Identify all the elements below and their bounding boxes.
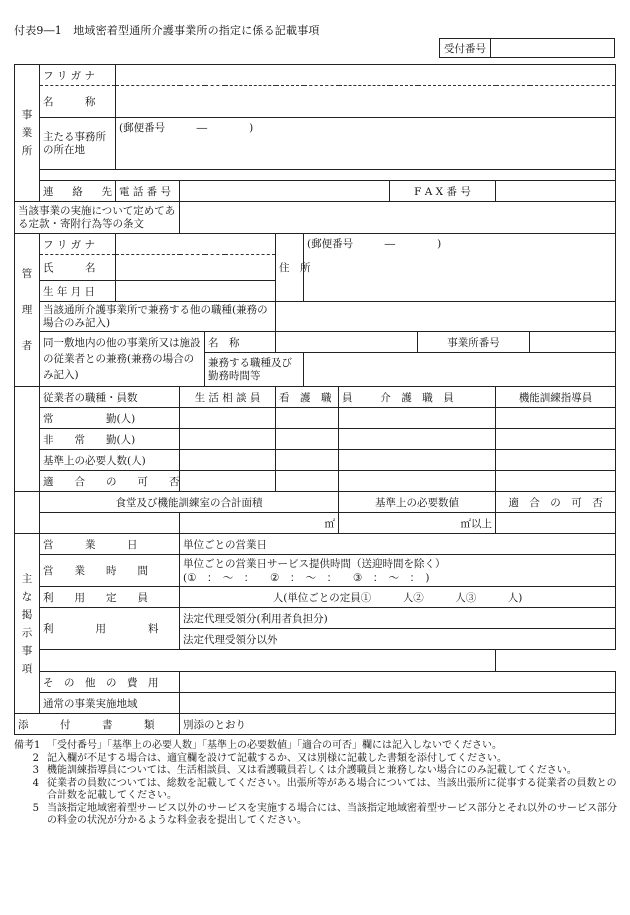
- office-tel-label: 電 話 番 号: [116, 181, 180, 202]
- staff-row-parttime: 非 常 勤(人): [40, 429, 180, 450]
- staff-cell[interactable]: [339, 429, 496, 450]
- attach-field[interactable]: 別添のとおり: [180, 714, 616, 735]
- manager-other-job-label: 兼務する職種及び勤務時間等: [205, 353, 304, 387]
- office-furigana-field[interactable]: [116, 65, 616, 86]
- note-item: 3 機能訓練指導員については、生活相談員、又は看護職員若しくは介護職員と兼務しない場合にのみ記載してください。: [32, 765, 577, 776]
- office-name-field[interactable]: [116, 86, 616, 118]
- business-days-label: 営 業 日: [40, 534, 180, 555]
- manager-dob-label: 生 年 月 日: [40, 281, 116, 302]
- staff-cell[interactable]: [276, 408, 339, 429]
- application-form: [14, 64, 616, 735]
- staff-row-required: 基準上の必要人数(人): [40, 450, 180, 471]
- staff-cell[interactable]: [276, 429, 339, 450]
- office-fax-field[interactable]: [496, 181, 616, 202]
- area-compliance-field[interactable]: [496, 513, 616, 534]
- area-blank-left: [40, 513, 180, 534]
- manager-address-label: 住 所: [276, 234, 304, 302]
- office-section-label: 事 業 所: [15, 65, 40, 202]
- business-hours-field[interactable]: [180, 555, 616, 587]
- business-days-field[interactable]: 単位ごとの営業日: [180, 534, 616, 555]
- form-title: 付表9―1 地域密着型通所介護事業所の指定に係る記載事項: [14, 24, 320, 37]
- business-hours-label: 営 業 時 間: [40, 555, 180, 587]
- area-compliance-label: 適 合 の 可 否: [496, 492, 616, 513]
- staff-role-caregiver: 介 護 職 員: [339, 387, 496, 408]
- manager-section-label: 管 理 者: [15, 234, 40, 387]
- manager-name-label: 氏 名: [40, 255, 116, 281]
- staff-row-fulltime: 常 勤(人): [40, 408, 180, 429]
- staff-cell[interactable]: [496, 450, 616, 471]
- area-standard-unit: ㎡以上: [460, 517, 492, 530]
- staff-cell[interactable]: [339, 408, 496, 429]
- capacity-field[interactable]: 人(単位ごとの定員① 人② 人③ 人): [180, 587, 616, 608]
- articles-label: 当該事業の実施について定めてある定款・寄附行為等の条文: [15, 202, 180, 234]
- note-item: 4 従業者の員数については、総数を記載してください。出張所等がある場合については、当該出張所に従事する従業者の員数との合計数を記載してください。: [32, 777, 617, 801]
- manager-name-field[interactable]: [116, 255, 276, 281]
- staff-role-nurse: 看 護 職 員: [276, 387, 339, 408]
- receipt-number-field[interactable]: [491, 39, 615, 58]
- office-furigana-label: フ リ ガ ナ: [40, 65, 116, 86]
- office-address-extra[interactable]: [40, 170, 616, 181]
- manager-office-no-label: 事業所番号: [418, 332, 530, 353]
- staff-cell[interactable]: [180, 408, 276, 429]
- business-hours-text: 単位ごとの営業日サービス提供時間（送迎時間を除く）: [183, 557, 446, 570]
- manager-other-name-label: 名 称: [205, 332, 276, 353]
- receipt-label: 受付番号: [440, 39, 491, 58]
- staff-cell[interactable]: [339, 450, 496, 471]
- note-item: 5 当該指定地域密着型サービス以外のサービスを実施する場合には、当該指定地域密着型サービス部分とそれ以外のサービス部分の料金の状況が分かるような料金表を提出してください。: [32, 802, 617, 826]
- note-item: 2 記入欄が不足する場合は、適宜欄を設けて記載するか、又は別様に記載した書類を添付してください。: [32, 752, 507, 764]
- service-area-field[interactable]: [180, 693, 616, 714]
- area-standard-label: 基準上の必要数値: [339, 492, 496, 513]
- office-tel-field[interactable]: [180, 181, 390, 202]
- other-fees-label: そ の 他 の 費 用: [40, 672, 180, 693]
- notes: [14, 740, 618, 828]
- manager-furigana-field[interactable]: [116, 234, 276, 255]
- office-postal-label: (郵便番号 ― ): [119, 122, 254, 134]
- other-fees-field[interactable]: [180, 672, 616, 693]
- office-fax-label: F A X 番 号: [390, 181, 496, 202]
- staff-row-compliance: 適 合 の 可 否: [40, 471, 180, 492]
- fee-nonproxy-field[interactable]: 法定代理受領分以外: [180, 629, 616, 650]
- office-contact-label: 連 絡 先: [40, 181, 116, 202]
- staff-header-label: 従業者の職種・員数: [40, 387, 180, 408]
- capacity-label: 利 用 定 員: [40, 587, 180, 608]
- office-address-label: 主たる事務所の所在地: [40, 118, 116, 170]
- attach-label: 添 付 書 類: [15, 714, 180, 735]
- manager-postal-label: (郵便番号 ― ): [307, 238, 442, 250]
- service-area-label: 通常の事業実施地域: [40, 693, 180, 714]
- staff-cell[interactable]: [180, 429, 276, 450]
- note-item: 備考1 「受付番号」「基準上の必要人数」「基準上の必要数値」「適合の可否」欄には記入しないでください。: [14, 740, 502, 751]
- business-hours-slots: (① ： ～ ： ② ： ～ ： ③ ： ～ ： ): [183, 571, 430, 584]
- staff-cell[interactable]: [496, 408, 616, 429]
- manager-other-job-field[interactable]: [304, 353, 616, 387]
- area-value-field[interactable]: [180, 513, 339, 534]
- manager-other-staff-label: 同一敷地内の他の事業所又は施設の従業者との兼務(兼務の場合のみ記入): [40, 332, 205, 387]
- manager-address-field[interactable]: [304, 234, 616, 302]
- staff-cell[interactable]: [276, 450, 339, 471]
- fee-label: 利 用 料: [40, 608, 180, 650]
- receipt-box: [439, 38, 615, 58]
- area-blank-cell: [15, 492, 40, 534]
- staff-blank-cell: [15, 387, 40, 492]
- manager-concurrent-field[interactable]: [276, 302, 616, 332]
- area-unit: ㎡: [324, 517, 335, 530]
- area-label: 食堂及び機能訓練室の合計面積: [40, 492, 339, 513]
- staff-cell[interactable]: [339, 471, 496, 492]
- main-section-label: 主 な 掲 示 事 項: [15, 534, 40, 714]
- staff-cell[interactable]: [496, 471, 616, 492]
- office-name-label: 名 称: [40, 86, 116, 118]
- manager-concurrent-label: 当該通所介護事業所で兼務する他の職種(兼務の場合のみ記入): [40, 302, 276, 332]
- staff-cell[interactable]: [276, 471, 339, 492]
- manager-dob-field[interactable]: [116, 281, 276, 302]
- staff-cell[interactable]: [496, 429, 616, 450]
- manager-other-name-field[interactable]: [276, 332, 418, 353]
- area-standard-field[interactable]: [339, 513, 496, 534]
- staff-cell[interactable]: [180, 450, 276, 471]
- articles-field[interactable]: [180, 202, 616, 234]
- office-address-field[interactable]: [116, 118, 616, 170]
- fee-extra-field[interactable]: [40, 650, 496, 672]
- manager-furigana-label: フ リ ガ ナ: [40, 234, 116, 255]
- fee-proxy-field[interactable]: 法定代理受領分(利用者負担分): [180, 608, 616, 629]
- manager-office-no-field[interactable]: [530, 332, 616, 353]
- staff-role-trainer: 機能訓練指導員: [496, 387, 616, 408]
- staff-role-counselor: 生 活 相 談 員: [180, 387, 276, 408]
- staff-cell[interactable]: [180, 471, 276, 492]
